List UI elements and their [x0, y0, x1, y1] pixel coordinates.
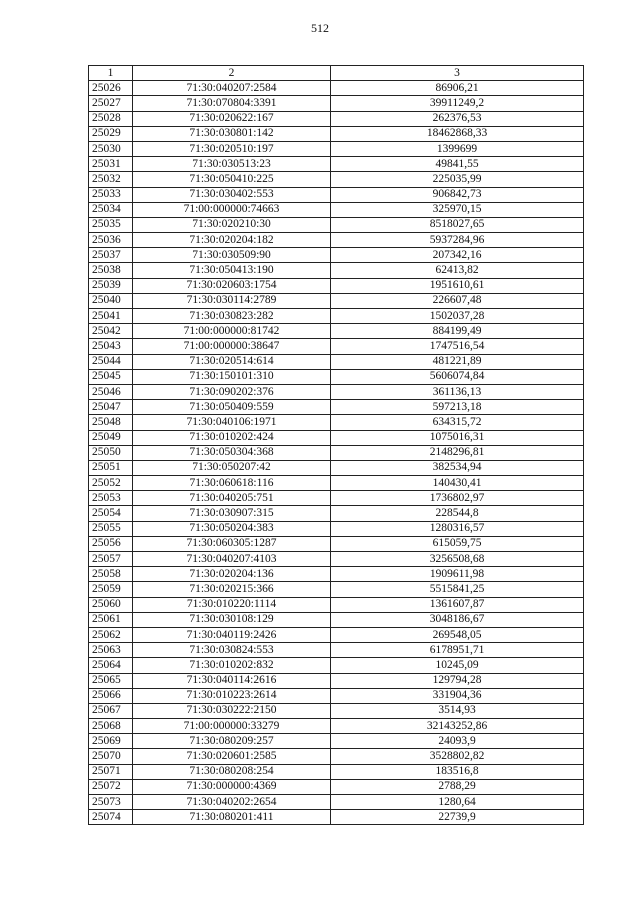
- cadastral-value-cell: 62413,82: [331, 263, 584, 278]
- row-number-cell: 25037: [89, 248, 133, 263]
- row-number-cell: 25061: [89, 612, 133, 627]
- cadastral-value-cell: 634315,72: [331, 415, 584, 430]
- cadastral-number-cell: 71:30:050207:42: [133, 460, 331, 475]
- table-row: [89, 217, 584, 232]
- cadastral-number-cell: 71:30:020601:2585: [133, 749, 331, 764]
- table-row: [89, 749, 584, 764]
- cadastral-number-cell: 71:30:020215:366: [133, 582, 331, 597]
- header-row: [89, 66, 584, 81]
- row-number-cell: 25073: [89, 795, 133, 810]
- cadastral-number-cell: 71:30:090202:376: [133, 384, 331, 399]
- cadastral-number-cell: 71:30:010202:424: [133, 430, 331, 445]
- cadastral-number-cell: 71:30:020204:182: [133, 233, 331, 248]
- row-number-cell: 25045: [89, 369, 133, 384]
- row-number-cell: 25059: [89, 582, 133, 597]
- cadastral-number-cell: 71:30:070804:3391: [133, 96, 331, 111]
- row-number-cell: 25066: [89, 688, 133, 703]
- cadastral-number-cell: 71:00:000000:74663: [133, 202, 331, 217]
- row-number-cell: 25074: [89, 810, 133, 825]
- row-number-cell: 25031: [89, 157, 133, 172]
- cadastral-value-cell: 1075016,31: [331, 430, 584, 445]
- cadastral-value-cell: 228544,8: [331, 506, 584, 521]
- row-number-cell: 25030: [89, 141, 133, 156]
- cadastral-value-cell: 1747516,54: [331, 339, 584, 354]
- table-row: [89, 612, 584, 627]
- row-number-cell: 25028: [89, 111, 133, 126]
- cadastral-value-cell: 1909611,98: [331, 567, 584, 582]
- table-row: [89, 688, 584, 703]
- table-row: [89, 354, 584, 369]
- cadastral-value-cell: 226607,48: [331, 293, 584, 308]
- cadastral-value-cell: 207342,16: [331, 248, 584, 263]
- cadastral-number-cell: 71:00:000000:81742: [133, 324, 331, 339]
- table-row: [89, 141, 584, 156]
- table-row: [89, 415, 584, 430]
- cadastral-value-cell: 1502037,28: [331, 309, 584, 324]
- row-number-cell: 25072: [89, 779, 133, 794]
- cadastral-value-cell: 32143252,86: [331, 719, 584, 734]
- cadastral-number-cell: 71:30:010202:832: [133, 658, 331, 673]
- cadastral-value-cell: 39911249,2: [331, 96, 584, 111]
- cadastral-number-cell: 71:30:040106:1971: [133, 415, 331, 430]
- table-row: [89, 309, 584, 324]
- cadastral-number-cell: 71:30:050304:368: [133, 445, 331, 460]
- cadastral-number-cell: 71:00:000000:33279: [133, 719, 331, 734]
- table-row: [89, 430, 584, 445]
- cadastral-value-cell: 86906,21: [331, 81, 584, 96]
- row-number-cell: 25068: [89, 719, 133, 734]
- table-row: [89, 552, 584, 567]
- cadastral-number-cell: 71:30:030222:2150: [133, 703, 331, 718]
- table-row: [89, 445, 584, 460]
- header-col-2: 2: [133, 66, 331, 81]
- row-number-cell: 25070: [89, 749, 133, 764]
- row-number-cell: 25047: [89, 400, 133, 415]
- table-row: [89, 582, 584, 597]
- cadastral-number-cell: 71:30:030108:129: [133, 612, 331, 627]
- row-number-cell: 25029: [89, 126, 133, 141]
- cadastral-number-cell: 71:30:080208:254: [133, 764, 331, 779]
- row-number-cell: 25062: [89, 627, 133, 642]
- row-number-cell: 25063: [89, 643, 133, 658]
- cadastral-value-cell: 140430,41: [331, 476, 584, 491]
- cadastral-value-cell: 1280316,57: [331, 521, 584, 536]
- row-number-cell: 25064: [89, 658, 133, 673]
- table-row: [89, 627, 584, 642]
- table-row: [89, 795, 584, 810]
- cadastral-value-cell: 884199,49: [331, 324, 584, 339]
- row-number-cell: 25034: [89, 202, 133, 217]
- table-row: [89, 491, 584, 506]
- cadastral-value-cell: 10245,09: [331, 658, 584, 673]
- table-row: [89, 111, 584, 126]
- table-row: [89, 506, 584, 521]
- header-col-1: 1: [89, 66, 133, 81]
- row-number-cell: 25043: [89, 339, 133, 354]
- cadastral-value-cell: 22739,9: [331, 810, 584, 825]
- table-body: [89, 81, 584, 825]
- cadastral-value-cell: 269548,05: [331, 627, 584, 642]
- row-number-cell: 25051: [89, 460, 133, 475]
- cadastral-number-cell: 71:30:050409:559: [133, 400, 331, 415]
- table-row: [89, 719, 584, 734]
- row-number-cell: 25038: [89, 263, 133, 278]
- cadastral-value-cell: 3048186,67: [331, 612, 584, 627]
- cadastral-value-cell: 3256508,68: [331, 552, 584, 567]
- table-row: [89, 263, 584, 278]
- row-number-cell: 25039: [89, 278, 133, 293]
- cadastral-number-cell: 71:00:000000:38647: [133, 339, 331, 354]
- cadastral-value-cell: 1361607,87: [331, 597, 584, 612]
- cadastral-number-cell: 71:30:050413:190: [133, 263, 331, 278]
- cadastral-value-cell: 5515841,25: [331, 582, 584, 597]
- row-number-cell: 25042: [89, 324, 133, 339]
- cadastral-value-cell: 225035,99: [331, 172, 584, 187]
- cadastral-value-cell: 1280,64: [331, 795, 584, 810]
- cadastral-value-cell: 2788,29: [331, 779, 584, 794]
- cadastral-number-cell: 71:30:030907:315: [133, 506, 331, 521]
- cadastral-value-cell: 331904,36: [331, 688, 584, 703]
- cadastral-value-cell: 5606074,84: [331, 369, 584, 384]
- row-number-cell: 25069: [89, 734, 133, 749]
- row-number-cell: 25053: [89, 491, 133, 506]
- table-row: [89, 703, 584, 718]
- cadastral-value-cell: 3514,93: [331, 703, 584, 718]
- cadastral-number-cell: 71:30:060305:1287: [133, 536, 331, 551]
- row-number-cell: 25027: [89, 96, 133, 111]
- row-number-cell: 25065: [89, 673, 133, 688]
- row-number-cell: 25058: [89, 567, 133, 582]
- cadastral-number-cell: 71:30:030801:142: [133, 126, 331, 141]
- cadastral-value-cell: 6178951,71: [331, 643, 584, 658]
- cadastral-number-cell: 71:30:020204:136: [133, 567, 331, 582]
- row-number-cell: 25049: [89, 430, 133, 445]
- row-number-cell: 25056: [89, 536, 133, 551]
- cadastral-value-cell: 481221,89: [331, 354, 584, 369]
- row-number-cell: 25033: [89, 187, 133, 202]
- cadastral-value-cell: 2148296,81: [331, 445, 584, 460]
- cadastral-number-cell: 71:30:020622:167: [133, 111, 331, 126]
- table-row: [89, 324, 584, 339]
- row-number-cell: 25046: [89, 384, 133, 399]
- cadastral-value-cell: 49841,55: [331, 157, 584, 172]
- table-row: [89, 384, 584, 399]
- table-row: [89, 187, 584, 202]
- table-row: [89, 597, 584, 612]
- cadastral-number-cell: 71:30:050410:225: [133, 172, 331, 187]
- table-row: [89, 779, 584, 794]
- table-row: [89, 202, 584, 217]
- cadastral-number-cell: 71:30:040202:2654: [133, 795, 331, 810]
- cadastral-number-cell: 71:30:030513:23: [133, 157, 331, 172]
- table-row: [89, 673, 584, 688]
- cadastral-number-cell: 71:30:040207:2584: [133, 81, 331, 96]
- table-row: [89, 476, 584, 491]
- cadastral-number-cell: 71:30:030509:90: [133, 248, 331, 263]
- row-number-cell: 25052: [89, 476, 133, 491]
- table-row: [89, 293, 584, 308]
- table-row: [89, 536, 584, 551]
- cadastral-value-cell: 8518027,65: [331, 217, 584, 232]
- table-row: [89, 460, 584, 475]
- row-number-cell: 25040: [89, 293, 133, 308]
- cadastral-number-cell: 71:30:150101:310: [133, 369, 331, 384]
- table-row: [89, 172, 584, 187]
- cadastral-number-cell: 71:30:040114:2616: [133, 673, 331, 688]
- cadastral-number-cell: 71:30:040207:4103: [133, 552, 331, 567]
- table-row: [89, 521, 584, 536]
- row-number-cell: 25067: [89, 703, 133, 718]
- row-number-cell: 25026: [89, 81, 133, 96]
- cadastral-number-cell: 71:30:020603:1754: [133, 278, 331, 293]
- table-row: [89, 643, 584, 658]
- cadastral-number-cell: 71:30:010223:2614: [133, 688, 331, 703]
- row-number-cell: 25035: [89, 217, 133, 232]
- row-number-cell: 25048: [89, 415, 133, 430]
- cadastral-number-cell: 71:30:030823:282: [133, 309, 331, 324]
- row-number-cell: 25044: [89, 354, 133, 369]
- table-row: [89, 369, 584, 384]
- cadastral-value-cell: 615059,75: [331, 536, 584, 551]
- table-row: [89, 278, 584, 293]
- row-number-cell: 25041: [89, 309, 133, 324]
- table-row: [89, 734, 584, 749]
- cadastral-number-cell: 71:30:030824:553: [133, 643, 331, 658]
- table-row: [89, 810, 584, 825]
- table-row: [89, 400, 584, 415]
- cadastral-number-cell: 71:30:000000:4369: [133, 779, 331, 794]
- cadastral-value-cell: 5937284,96: [331, 233, 584, 248]
- cadastral-value-table: [88, 65, 584, 825]
- row-number-cell: 25057: [89, 552, 133, 567]
- cadastral-value-cell: 129794,28: [331, 673, 584, 688]
- cadastral-value-cell: 1736802,97: [331, 491, 584, 506]
- cadastral-number-cell: 71:30:050204:383: [133, 521, 331, 536]
- row-number-cell: 25036: [89, 233, 133, 248]
- table-row: [89, 96, 584, 111]
- row-number-cell: 25060: [89, 597, 133, 612]
- cadastral-value-cell: 3528802,82: [331, 749, 584, 764]
- cadastral-number-cell: 71:30:030402:553: [133, 187, 331, 202]
- cadastral-value-cell: 262376,53: [331, 111, 584, 126]
- cadastral-value-cell: 906842,73: [331, 187, 584, 202]
- table-row: [89, 233, 584, 248]
- table-row: [89, 157, 584, 172]
- cadastral-value-cell: 24093,9: [331, 734, 584, 749]
- cadastral-value-cell: 382534,94: [331, 460, 584, 475]
- cadastral-number-cell: 71:30:030114:2789: [133, 293, 331, 308]
- page-number: 512: [311, 21, 329, 35]
- table-row: [89, 658, 584, 673]
- table-row: [89, 126, 584, 141]
- table-row: [89, 81, 584, 96]
- table-row: [89, 567, 584, 582]
- cadastral-number-cell: 71:30:020514:614: [133, 354, 331, 369]
- cadastral-number-cell: 71:30:040205:751: [133, 491, 331, 506]
- table-header: [89, 66, 584, 81]
- cadastral-value-cell: 183516,8: [331, 764, 584, 779]
- header-col-3: 3: [331, 66, 584, 81]
- cadastral-value-cell: 18462868,33: [331, 126, 584, 141]
- row-number-cell: 25055: [89, 521, 133, 536]
- row-number-cell: 25054: [89, 506, 133, 521]
- row-number-cell: 25071: [89, 764, 133, 779]
- cadastral-value-cell: 325970,15: [331, 202, 584, 217]
- cadastral-number-cell: 71:30:060618:116: [133, 476, 331, 491]
- cadastral-number-cell: 71:30:040119:2426: [133, 627, 331, 642]
- cadastral-value-cell: 361136,13: [331, 384, 584, 399]
- cadastral-value-cell: 1951610,61: [331, 278, 584, 293]
- table-row: [89, 339, 584, 354]
- cadastral-number-cell: 71:30:080201:411: [133, 810, 331, 825]
- row-number-cell: 25032: [89, 172, 133, 187]
- cadastral-value-cell: 1399699: [331, 141, 584, 156]
- table-row: [89, 764, 584, 779]
- cadastral-number-cell: 71:30:020210:30: [133, 217, 331, 232]
- cadastral-value-cell: 597213,18: [331, 400, 584, 415]
- cadastral-number-cell: 71:30:020510:197: [133, 141, 331, 156]
- cadastral-number-cell: 71:30:080209:257: [133, 734, 331, 749]
- cadastral-number-cell: 71:30:010220:1114: [133, 597, 331, 612]
- table-row: [89, 248, 584, 263]
- row-number-cell: 25050: [89, 445, 133, 460]
